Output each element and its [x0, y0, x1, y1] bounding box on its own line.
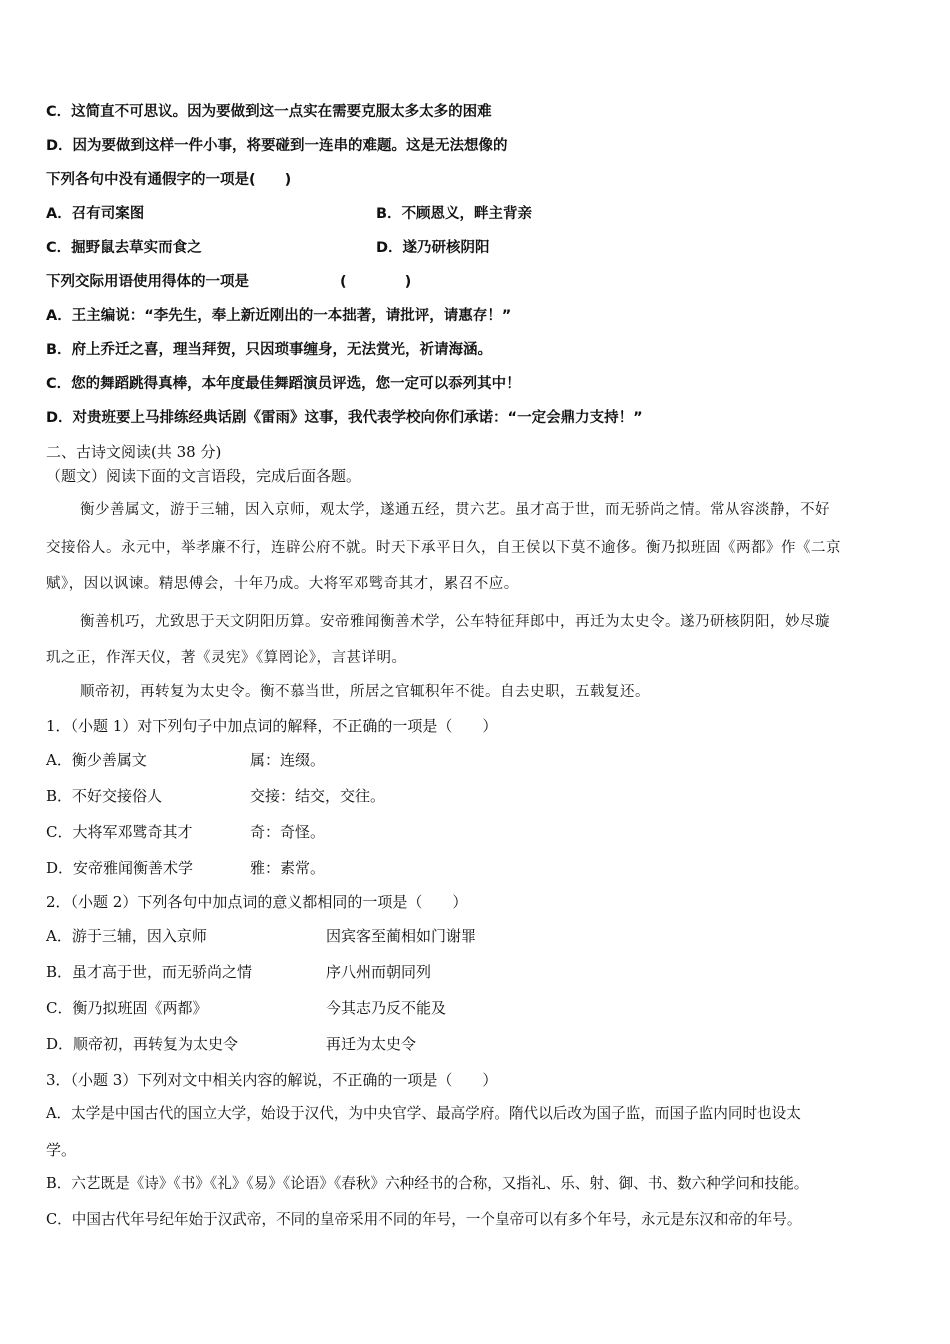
option-left: 衡乃拟班固《两都》: [72, 999, 208, 1017]
section-intro: （题文）阅读下面的文言语段，完成后面各题。: [46, 467, 362, 485]
jiaoji-option-c: [46, 374, 521, 394]
option-label: D．: [46, 410, 73, 426]
sub2-right-d: 再迁为太史令: [326, 1035, 417, 1053]
passage-para2-line1: 衡善机巧，尤致思于天文阴阳历算。安帝雅闻衡善术学，公车特征拜郎中，再迁为太史令。遂乃研核阴阳，妙尽璇: [80, 614, 830, 630]
option-label: B．: [46, 963, 73, 981]
option-text: 府上乔迁之喜，理当拜贺，只因琐事缠身，无法赏光，祈请海涵。: [71, 342, 493, 358]
option-left: 虽才高于世，而无骄尚之情: [72, 963, 253, 981]
sub1-option-a: [46, 750, 147, 770]
option-text: 遂乃研核阴阳: [402, 240, 490, 256]
sub2-stem: 2．（小题 2）下列各句中加点词的意义都相同的一项是（ ）: [46, 893, 468, 911]
option-text: 您的舞蹈跳得真棒，本年度最佳舞蹈演员评选，您一定可以忝列其中！: [71, 376, 521, 392]
option-label: D．: [46, 1035, 74, 1053]
sub1-option-c: [46, 822, 193, 842]
passage-para2-line2: 玑之正，作浑天仪，著《灵宪》《算罔论》，言甚详明。: [46, 650, 407, 666]
section-heading: 二、古诗文阅读(共 38 分): [46, 443, 222, 461]
option-label: A．: [46, 308, 72, 324]
option-label: C．: [46, 823, 73, 841]
sub2-option-a: [46, 926, 207, 946]
answer-paren: ( ): [340, 274, 412, 290]
option-text: 不顾恩义，畔主背亲: [401, 206, 533, 222]
option-label: B．: [46, 787, 73, 805]
sub2-option-b: [46, 962, 252, 982]
prev-option-c: [46, 102, 492, 122]
jiaoji-option-d: [46, 408, 643, 428]
sub3-stem: 3．（小题 3）下列对文中相关内容的解说，不正确的一项是（ ）: [46, 1071, 498, 1089]
jiaoji-option-b: [46, 340, 492, 360]
sub1-gloss-c: 奇：奇怪。: [250, 823, 326, 841]
option-label: C．: [46, 240, 72, 256]
option-label: D．: [376, 240, 403, 256]
option-text: 对贵班要上马排练经典话剧《雷雨》这事，我代表学校向你们承诺：“一定会鼎力支持！”: [72, 410, 643, 426]
stem-text: 下列交际用语使用得体的一项是: [46, 274, 249, 290]
option-sentence: 大将军邓骘奇其才: [72, 823, 193, 841]
option-label: C．: [46, 999, 73, 1017]
sub1-option-d: [46, 858, 193, 878]
option-sentence: 安帝雅闻衡善术学: [73, 859, 194, 877]
sub1-gloss-b: 交接：结交，交往。: [250, 787, 386, 805]
option-label: C．: [46, 376, 72, 392]
passage-para3: 顺帝初，再转复为太史令。衡不慕当世，所居之官辄积年不徙。自去史职，五载复还。: [80, 684, 650, 700]
option-text: 召有司案图: [71, 206, 145, 222]
passage-para1-line1: 衡少善属文，游于三辅，因入京师，观太学，遂通五经，贯六艺。虽才高于世，而无骄尚之情。常从容淡静，不好: [80, 502, 830, 518]
sub1-gloss-d: 雅：素常。: [250, 859, 326, 877]
sub3-option-c: C．中国古代年号纪年始于汉武帝，不同的皇帝采用不同的年号，一个皇帝可以有多个年号，永元是东汉和帝的年号。: [46, 1211, 802, 1228]
sub1-stem: 1．（小题 1）对下列句子中加点词的解释，不正确的一项是（ ）: [46, 717, 498, 735]
option-sentence: 不好交接俗人: [72, 787, 163, 805]
prev-option-d: [46, 136, 508, 156]
option-text: 掘野鼠去草实而食之: [71, 240, 202, 256]
sub2-option-d: [46, 1034, 238, 1054]
option-label: D．: [46, 138, 73, 154]
sub2-right-a: 因宾客至蔺相如门谢罪: [326, 927, 477, 945]
question-stem-jiaoji: [46, 272, 249, 292]
sub3-option-a-line1: A．太学是中国古代的国立大学，始设于汉代，为中央官学、最高学府。隋代以后改为国子监，而国子监内同时也设太: [46, 1105, 801, 1122]
jiaoji-option-a: [46, 306, 511, 326]
option-sentence: 衡少善属文: [71, 751, 147, 769]
option-left: 游于三辅，因入京师: [71, 927, 207, 945]
tongjia-option-b: [376, 204, 532, 224]
option-label: A．: [46, 206, 72, 222]
option-label: A．: [46, 751, 72, 769]
option-label: A．: [46, 927, 72, 945]
option-left: 顺帝初，再转复为太史令: [73, 1035, 239, 1053]
option-label: D．: [46, 859, 74, 877]
sub2-right-c: 今其志乃反不能及: [326, 999, 447, 1017]
tongjia-option-d: [376, 238, 490, 258]
passage-para1-line3: 赋》，因以讽谏。精思傅会，十年乃成。大将军邓骘奇其才，累召不应。: [46, 576, 519, 592]
tongjia-option-c: [46, 238, 202, 258]
sub1-gloss-a: 属：连缀。: [250, 751, 326, 769]
question-stem-tongjia: 下列各句中没有通假字的一项是( ): [46, 172, 292, 188]
option-text: 王主编说：“李先生，奉上新近刚出的一本拙著，请批评，请惠存！”: [71, 308, 512, 324]
option-label: B．: [46, 342, 72, 358]
sub3-option-a-line2: 学。: [46, 1141, 77, 1159]
sub1-option-b: [46, 786, 162, 806]
option-label: C．: [46, 104, 72, 120]
option-text: 因为要做到这样一件小事，将要碰到一连串的难题。这是无法想像的: [72, 138, 508, 154]
sub2-right-b: 序八州而朝同列: [326, 963, 432, 981]
option-text: 这简直不可思议。因为要做到这一点实在需要克服太多太多的困难: [71, 104, 492, 120]
option-label: B．: [376, 206, 402, 222]
sub2-option-c: [46, 998, 208, 1018]
tongjia-option-a: [46, 204, 144, 224]
passage-para1-line2: 交接俗人。永元中，举孝廉不行，连辟公府不就。时天下承平日久，自王侯以下莫不逾侈。衡乃拟班固《两都》作《二京: [46, 540, 841, 556]
sub3-option-b: B．六艺既是《诗》《书》《礼》《易》《论语》《春秋》六种经书的合称，又指礼、乐、射、御、书、数六种学问和技能。: [46, 1175, 809, 1192]
